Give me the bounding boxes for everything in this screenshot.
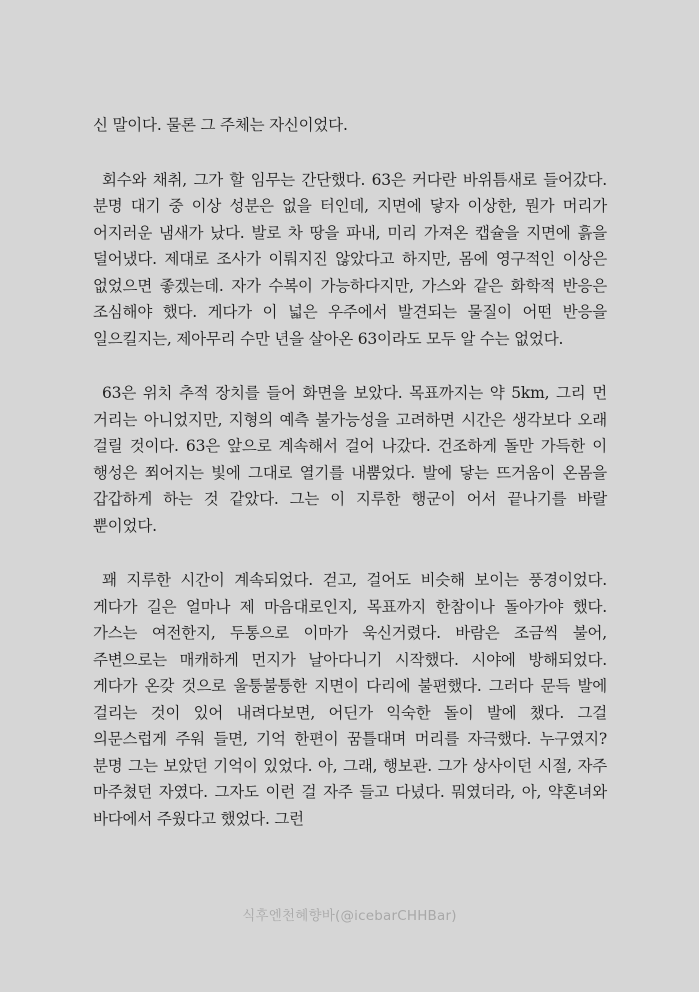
- paragraph: 63은 위치 추적 장치를 들어 화면을 보았다. 목표까지는 약 5km, 그리 먼 거리는 아니었지만, 지형의 예측 불가능성을 고려하면 시간은 생각보다 오래 걸릴 것이다. 63은 앞으로 계속해서 걸어 나갔다. 건조하게 돌만 가득한 이 행성은 쬐어지는 빛에 그대로 열기를 내뿜었다. 발에 닿는 뜨거움이 온몸을 갑갑하게 하는 것 같았다. 그는 이 지루한 행군이 어서 끝나기를 바랄 뿐이었다.: [93, 384, 607, 535]
- author-footer: 식후엔천혜향바(@icebarCHHBar): [242, 908, 457, 924]
- paragraph: 회수와 채취, 그가 할 임무는 간단했다. 63은 커다란 바위틈새로 들어갔다. 분명 대기 중 이상 성분은 없을 터인데, 지면에 닿자 이상한, 뭔가 머리가 어지러운 냄새가 났다. 발로 차 땅을 파내, 미리 가져온 캡슐을 지면에 흙을 덜어냈다. 제대로 조사가 이뤄지진 않았다고 하지만, 몸에 영구적인 이상은 없었으면 좋겠는데. 자가 수복이 가능하다지만, 가스와 같은 화학적 반응은 조심해야 했다. 게다가 이 넓은 우주에서 발견되는 물질이 어떤 반응을 일으킬지는, 제아무리 수만 년을 살아온 63이라도 모두 알 수는 없었다.: [93, 170, 607, 348]
- paragraph: 꽤 지루한 시간이 계속되었다. 걷고, 걸어도 비슷해 보이는 풍경이었다. 게다가 길은 얼마나 제 마음대로인지, 목표까지 한참이나 돌아가야 했다. 가스는 여전한지, 두통으로 이마가 욱신거렸다. 바람은 조금씩 불어, 주변으로는 매캐하게 먼지가 날아다니기 시작했다. 시야에 방해되었다. 게다가 온갖 것으로 울퉁불퉁한 지면이 다리에 불편했다. 그러다 문득 발에 걸리는 것이 있어 내려다보면, 어딘가 익숙한 돌이 발에 챘다. 그걸 의문스럽게 주워 들면, 기억 한편이 꿈틀대며 머리를 자극했다. 누구였지? 분명 그는 보았던 기억이 있었다. 아, 그래, 행보관. 그가 상사이던 시절, 자주 마주쳤던 자였다. 그자도 이런 걸 자주 들고 다녔다. 뭐였더라, 아, 약혼녀와 바다에서 주웠다고 했었다. 그런: [93, 571, 607, 828]
- paragraph: 신 말이다. 물론 그 주체는 자신이었다.: [93, 116, 348, 134]
- document-body: [93, 112, 607, 860]
